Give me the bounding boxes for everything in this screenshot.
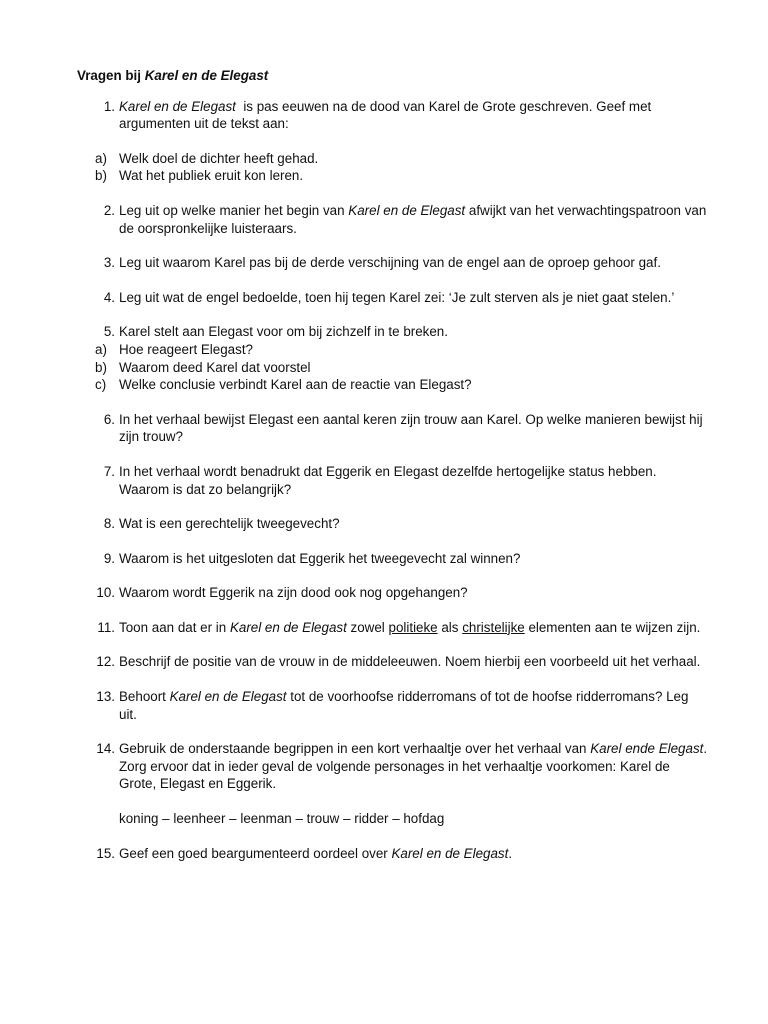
question-5-sub-c: c) Welke conclusie verbindt Karel aan de reactie van Elegast? [95, 377, 472, 393]
question-2: 2. Leg uit op welke manier het begin van Karel en de Elegast afwijkt van het verwachtingspatroon van de oorspronkelijke luisteraars. [103, 202, 707, 236]
page-title: Vragen bij Karel en de Elegast [77, 68, 269, 83]
concept-list: koning – leenheer – leenman – trouw – ridder – hofdag [119, 811, 445, 827]
question-5-sub-a: a) Hoe reageert Elegast? [95, 341, 253, 357]
question-5: 5. Karel stelt aan Elegast voor om bij zichzelf in te breken. [103, 324, 448, 340]
question-3: 3. Leg uit waarom Karel pas bij de derde verschijning van de engel aan de oproep gehoor gaf. [103, 255, 661, 271]
question-6: 6. In het verhaal bewijst Elegast een aantal keren zijn trouw aan Karel. Op welke manieren bewijst hij zijn trouw? [103, 411, 703, 445]
question-1: 1. Karel en de Elegast is pas eeuwen na de dood van Karel de Grote geschreven. Geef met argumenten uit de tekst aan: [103, 98, 655, 132]
question-1-sub-b: b) Wat het publiek eruit kon leren. [95, 168, 304, 184]
question-4: 4. Leg uit wat de engel bedoelde, toen hij tegen Karel zei: ‘Je zult sterven als je niet gaat stelen.’ [103, 289, 675, 305]
question-9: 9. Waarom is het uitgesloten dat Eggerik het tweegevecht zal winnen? [103, 550, 521, 566]
question-13: 13. Behoort Karel en de Elegast tot de voorhoofse ridderromans of tot de hoofse ridderromans? Leg uit. [96, 689, 689, 722]
question-1-sub-a: a) Welk doel de dichter heeft gehad. [95, 150, 319, 166]
question-12: 12. Beschrijf de positie van de vrouw in de middeleeuwen. Noem hierbij een voorbeeld uit het verhaal. [96, 654, 701, 670]
question-11: 11. Toon aan dat er in Karel en de Elegast zowel politieke als christelijke elementen aan te wijzen zijn. [97, 619, 701, 635]
question-5-sub-b: b) Waarom deed Karel dat voorstel [95, 359, 311, 375]
question-14: 14. Gebruik de onderstaande begrippen in een kort verhaaltje over het verhaal van Karel ende Elegast. Zorg ervoor dat in ieder geval de volgende personages in het verhaaltje voorkomen: Karel de Grote, Elegast en Eggerik. koning – leenheer – leenman – trouw – ridder – hofdag [96, 741, 708, 827]
question-8: 8. Wat is een gerechtelijk tweegevecht? [103, 516, 340, 532]
question-15: 15. Geef een goed beargumenteerd oordeel over Karel en de Elegast. [96, 845, 513, 861]
question-7: 7. In het verhaal wordt benadrukt dat Eggerik en Elegast dezelfde hertogelijke status hebben. Waarom is dat zo belangrijk? [103, 463, 657, 497]
question-10: 10. Waarom wordt Eggerik na zijn dood ook nog opgehangen? [96, 585, 468, 601]
